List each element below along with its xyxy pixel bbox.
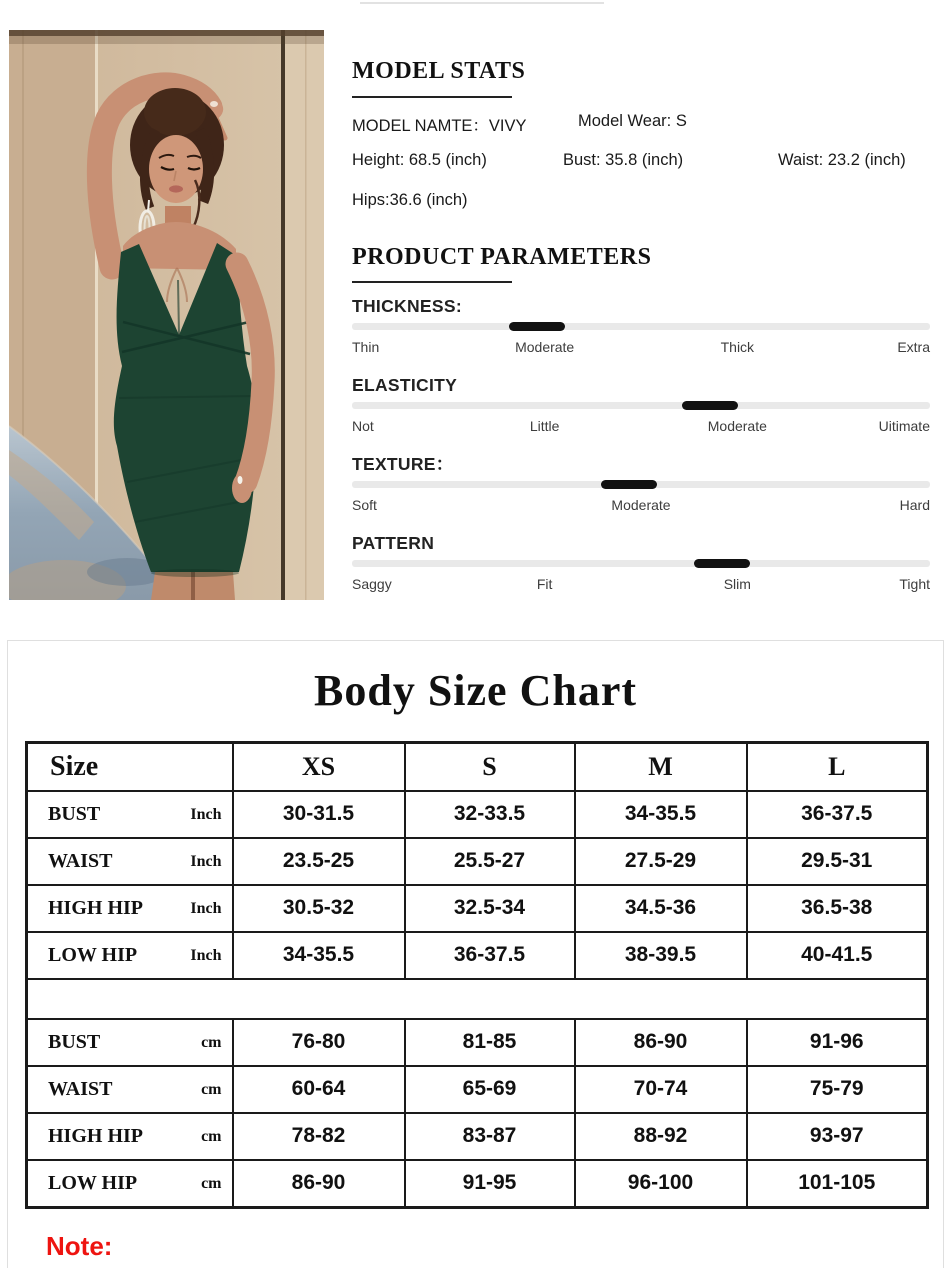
measure-label: HIGH HIP [48, 896, 144, 919]
product-parameters-underline [352, 281, 512, 283]
scale-pattern-label-saggy: Saggy [352, 576, 392, 592]
table-row-waist-inch [27, 838, 928, 885]
size-value-cell: 81-85 [405, 1019, 575, 1066]
scale-pattern-marker [694, 559, 750, 568]
measure-unit: Inch [190, 852, 222, 870]
panel-gap [281, 30, 285, 600]
size-value-cell: 30-31.5 [233, 791, 405, 838]
scale-pattern [352, 533, 930, 593]
size-value-cell: 101-105 [747, 1160, 928, 1208]
scale-pattern-track [352, 560, 930, 567]
scale-elasticity-label-little: Little [529, 418, 560, 434]
measure-label-cell [27, 885, 233, 932]
note-label: Note: [46, 1231, 113, 1261]
scale-thickness-labels [352, 339, 930, 356]
model-stats-underline [352, 96, 512, 98]
size-chart-table [25, 741, 929, 1209]
measure-label: BUST [48, 802, 101, 825]
table-row-waist-cm [27, 1066, 928, 1113]
size-value-cell: 83-87 [405, 1113, 575, 1160]
scale-texture-marker [601, 480, 657, 489]
size-value-cell: 34.5-36 [575, 885, 747, 932]
parameter-scales [352, 296, 930, 612]
measure-unit: Inch [190, 899, 222, 917]
table-row-low-hip-inch [27, 932, 928, 979]
size-column-header: Size [27, 743, 233, 791]
size-value-cell: 34-35.5 [233, 932, 405, 979]
product-parameters-title: PRODUCT PARAMETERS [352, 244, 652, 270]
model-hips-row [350, 191, 930, 213]
table-row-low-hip-cm [27, 1160, 928, 1208]
column-header-m: M [575, 743, 747, 791]
measure-label: WAIST [48, 1077, 113, 1100]
measure-unit: Inch [190, 805, 222, 823]
scale-elasticity-title: ELASTICITY [352, 375, 458, 395]
measure-label: HIGH HIP [48, 1124, 144, 1147]
size-value-cell: 86-90 [575, 1019, 747, 1066]
scale-texture-label-moderate: Moderate [611, 497, 671, 513]
size-value-cell: 27.5-29 [575, 838, 747, 885]
column-header-s: S [405, 743, 575, 791]
size-value-cell: 65-69 [405, 1066, 575, 1113]
size-value-cell: 23.5-25 [233, 838, 405, 885]
scale-thickness-marker [509, 322, 565, 331]
scale-texture [352, 454, 930, 514]
scale-pattern-label-fit: Fit [536, 576, 553, 592]
scale-thickness-label-thin: Thin [352, 339, 380, 355]
measure-label-cell [27, 791, 233, 838]
table-row-high-hip-inch [27, 885, 928, 932]
scale-pattern-title: PATTERN [352, 533, 435, 553]
table-row-bust-cm [27, 1019, 928, 1066]
scale-pattern-label-tight: Tight [899, 576, 930, 592]
model-wear: Model Wear: S [578, 112, 687, 130]
scale-elasticity-label-moderate: Moderate [707, 418, 767, 434]
model-name-row [350, 112, 930, 134]
scale-elasticity-marker [682, 401, 738, 410]
size-value-cell: 70-74 [575, 1066, 747, 1113]
scale-elasticity-label-not: Not [352, 418, 374, 434]
model-bust: Bust: 35.8 (inch) [563, 151, 684, 169]
size-value-cell: 36-37.5 [747, 791, 928, 838]
size-value-cell: 36.5-38 [747, 885, 928, 932]
size-value-cell: 96-100 [575, 1160, 747, 1208]
measure-label-cell [27, 1113, 233, 1160]
size-value-cell: 25.5-27 [405, 838, 575, 885]
table-row-bust-inch [27, 791, 928, 838]
size-value-cell: 78-82 [233, 1113, 405, 1160]
size-chart-title: Body Size Chart [314, 666, 637, 715]
size-value-cell: 86-90 [233, 1160, 405, 1208]
measure-label-cell [27, 1160, 233, 1208]
size-value-cell: 91-96 [747, 1019, 928, 1066]
size-value-cell: 34-35.5 [575, 791, 747, 838]
model-photo-scene [9, 30, 324, 600]
spacer-row [27, 979, 928, 1019]
scale-texture-label-soft: Soft [352, 497, 377, 513]
size-value-cell: 38-39.5 [575, 932, 747, 979]
size-value-cell: 36-37.5 [405, 932, 575, 979]
measure-label: BUST [48, 1030, 101, 1053]
measure-label-cell [27, 1066, 233, 1113]
scale-texture-title: TEXTURE： [352, 454, 454, 474]
model-height: Height: 68.5 (inch) [352, 151, 487, 169]
measure-label: LOW HIP [48, 1171, 138, 1194]
scale-thickness-track [352, 323, 930, 330]
spacer-cell [27, 979, 928, 1019]
scale-elasticity-labels [352, 418, 930, 435]
measure-label-cell [27, 1019, 233, 1066]
scale-thickness-label-thick: Thick [720, 339, 755, 355]
body-size-chart-card [7, 640, 944, 1268]
measure-label: LOW HIP [48, 943, 138, 966]
size-value-cell: 75-79 [747, 1066, 928, 1113]
scale-texture-track [352, 481, 930, 488]
scale-pattern-label-slim: Slim [723, 576, 751, 592]
measure-unit: cm [201, 1127, 222, 1145]
size-value-cell: 91-95 [405, 1160, 575, 1208]
scale-pattern-labels [352, 576, 930, 593]
model-stats-title: MODEL STATS [352, 58, 526, 84]
model-photo [9, 30, 324, 600]
model-hips: Hips:36.6 (inch) [352, 191, 468, 209]
size-value-cell: 29.5-31 [747, 838, 928, 885]
measure-label: WAIST [48, 849, 113, 872]
scale-thickness-label-moderate: Moderate [515, 339, 575, 355]
measure-unit: cm [201, 1080, 222, 1098]
scale-elasticity-label-uitimate: Uitimate [878, 418, 930, 434]
measure-label-cell [27, 838, 233, 885]
size-value-cell: 32.5-34 [405, 885, 575, 932]
scale-texture-labels [352, 497, 930, 514]
scale-thickness-title: THICKNESS: [352, 296, 462, 316]
size-value-cell: 32-33.5 [405, 791, 575, 838]
size-value-cell: 30.5-32 [233, 885, 405, 932]
measure-unit: cm [201, 1033, 222, 1051]
column-header-l: L [747, 743, 928, 791]
size-value-cell: 93-97 [747, 1113, 928, 1160]
size-value-cell: 60-64 [233, 1066, 405, 1113]
product-info-column [350, 0, 930, 630]
size-chart-header-row [27, 743, 928, 791]
scale-elasticity-track [352, 402, 930, 409]
size-value-cell: 40-41.5 [747, 932, 928, 979]
model-measurements-row [350, 151, 930, 173]
column-header-xs: XS [233, 743, 405, 791]
scale-texture-label-hard: Hard [899, 497, 930, 513]
measure-unit: cm [201, 1174, 222, 1192]
scale-elasticity [352, 375, 930, 435]
measure-unit: Inch [190, 946, 222, 964]
size-value-cell: 76-80 [233, 1019, 405, 1066]
scale-thickness [352, 296, 930, 356]
measure-label-cell [27, 932, 233, 979]
model-waist: Waist: 23.2 (inch) [778, 151, 906, 169]
model-name: MODEL NAMTE：VIVY [352, 117, 527, 135]
table-row-high-hip-cm [27, 1113, 928, 1160]
scale-thickness-label-extra: Extra [897, 339, 930, 355]
size-value-cell: 88-92 [575, 1113, 747, 1160]
